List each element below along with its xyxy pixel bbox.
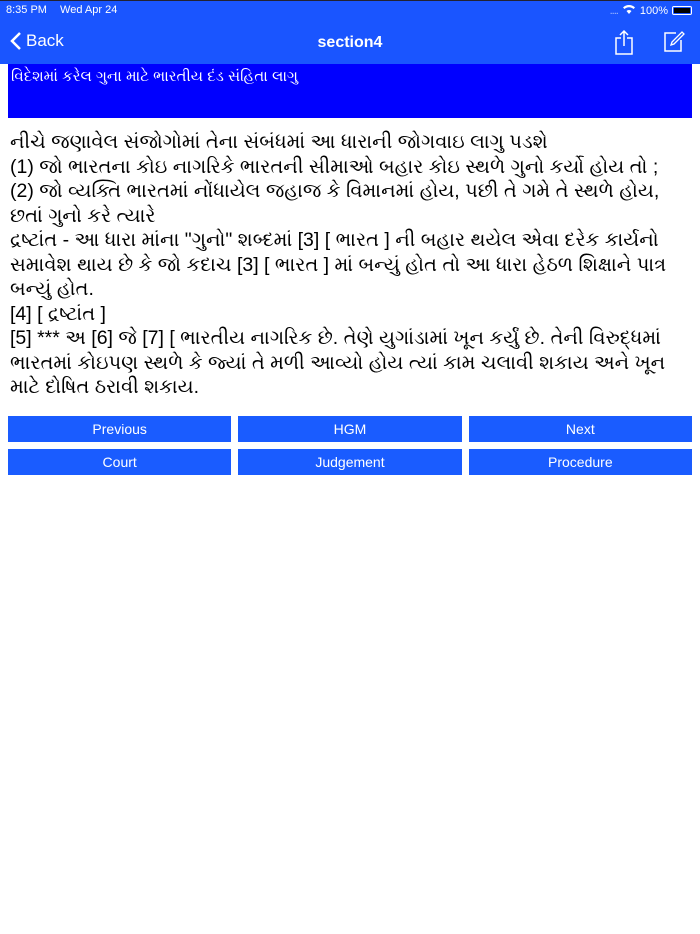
hgm-button[interactable]: HGM: [238, 416, 461, 442]
battery-icon: [672, 6, 692, 15]
page-title: section4: [317, 34, 383, 51]
content-paragraph: દ્રષ્ટાંત - આ ધારા માંના "ગુનો" શબ્દમાં [3] [ ભારત ] ની બહાર થયેલ એવા દરેક કાર્યનો સમાવેશ થાય છે કે જો કદાચ [3] [ ભારત ] માં બન્યું હોત તો આ ધારા હેઠળ શિક્ષાને પાત્ર બન્યું હોત.: [10, 229, 667, 300]
status-date: Wed Apr 24: [60, 4, 118, 16]
status-right: [610, 4, 692, 17]
edit-button[interactable]: [663, 29, 685, 58]
share-button[interactable]: [614, 29, 634, 60]
content-paragraph: નીચે જણાવેલ સંજોગોમાં તેના સંબંધમાં આ ધારાની જોગવાઇ લાગુ પડશે: [10, 131, 548, 153]
court-button[interactable]: Court: [8, 449, 231, 475]
battery-percent: 100%: [639, 4, 668, 17]
next-button[interactable]: Next: [469, 416, 692, 442]
judgement-button[interactable]: Judgement: [238, 449, 461, 475]
section-heading: વિદેશમાં કરેલ ગુના માટે ભારતીય દંડ સંહિતા લાગુ: [8, 64, 692, 118]
share-icon: [614, 29, 634, 55]
back-button[interactable]: [10, 31, 64, 51]
procedure-button[interactable]: Procedure: [469, 449, 692, 475]
status-bar: [6, 4, 127, 16]
content-paragraph: [5] *** અ [6] જે [7] [ ભારતીય નાગરિક છે. તેણે યુગાંડામાં ખૂન કર્યું છે. તેની વિરુદ્ધમાં ભારતમાં કોઇપણ સ્થળે કે જ્યાં તે મળી આવ્યો હોય ત્યાં કામ ચલાવી શકાય અને ખૂન માટે દોષિત ઠરાવી શકાય.: [10, 327, 666, 398]
content-paragraph: (2) જો વ્યક્તિ ભારતમાં નોંધાયેલ જહાજ કે વિમાનમાં હોય, પછી તે ગમે તે સ્થળે હોય, છતાં ગુનો કરે ત્યારે: [10, 180, 660, 227]
content-paragraph: (1) જો ભારતના કોઇ નાગરિકે ભારતની સીમાઓ બહાર કોઇ સ્થળે ગુનો કર્યો હોય તો ;: [10, 155, 659, 178]
previous-button[interactable]: Previous: [8, 416, 231, 442]
chevron-left-icon: [10, 31, 22, 51]
back-label: Back: [26, 31, 64, 50]
action-buttons: [8, 416, 692, 475]
wifi-icon: [622, 4, 636, 17]
signal-dots-icon: ....: [609, 4, 618, 17]
compose-icon: [663, 29, 685, 53]
content-paragraph: [4] [ દ્રષ્ટાંત ]: [10, 302, 106, 325]
navigation-bar: [0, 0, 700, 64]
section-content[interactable]: [10, 130, 694, 411]
status-time: 8:35 PM: [6, 4, 47, 16]
